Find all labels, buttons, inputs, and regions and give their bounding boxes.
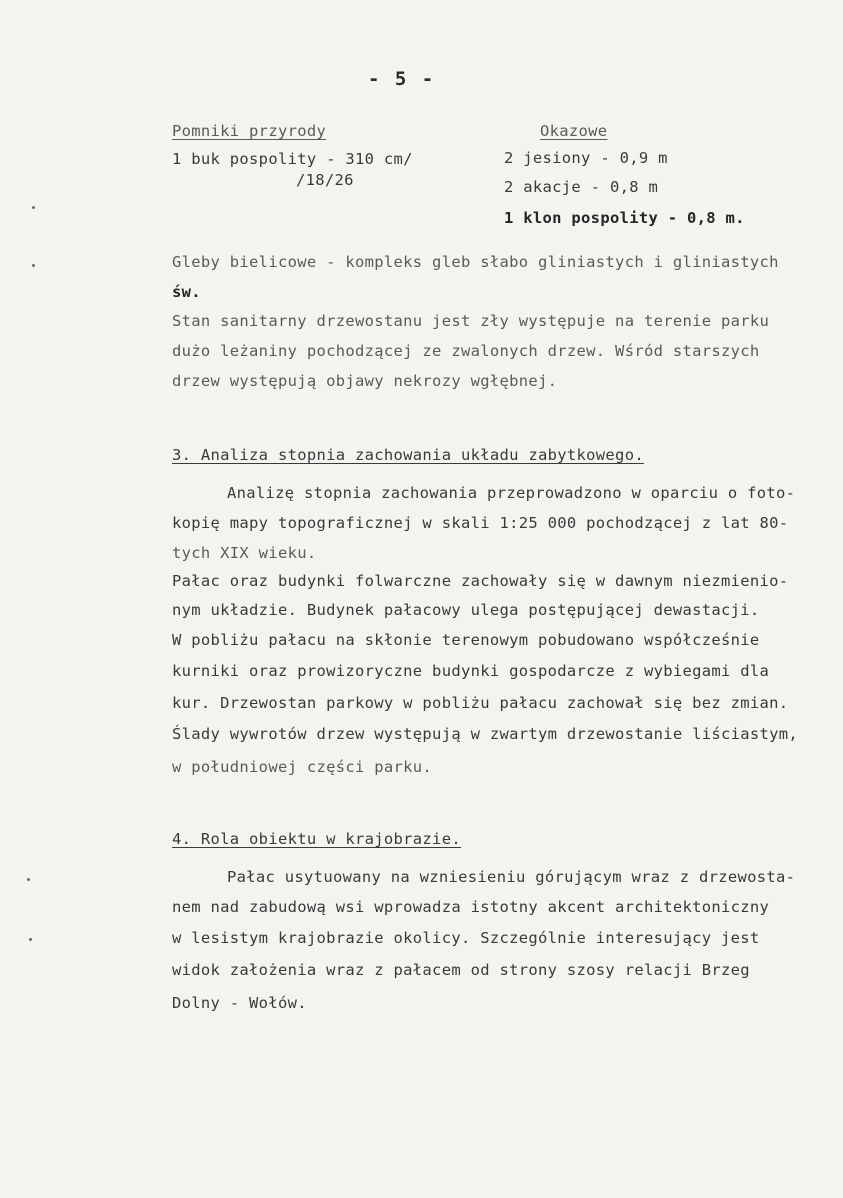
punch-hole-mark xyxy=(29,938,32,941)
monuments-left-line-1: 1 buk pospolity - 310 cm/ xyxy=(172,150,413,168)
soil-line-5: drzew występują objawy nekrozy wgłębnej. xyxy=(172,372,558,390)
section-4-heading: 4. Rola obiektu w krajobrazie. xyxy=(172,830,461,848)
page-number: - 5 - xyxy=(368,68,436,90)
section-3-line-1: Analizę stopnia zachowania przeprowadzono w oparciu o foto- xyxy=(227,484,796,502)
section-3-line-8: kur. Drzewostan parkowy w pobliżu pałacu zachował się bez zmian. xyxy=(172,694,789,712)
monuments-left-header: Pomniki przyrody xyxy=(172,122,327,140)
section-3-heading: 3. Analiza stopnia zachowania układu zabytkowego. xyxy=(172,446,644,464)
section-4-line-2: nem nad zabudową wsi wprowadza istotny akcent architektoniczny xyxy=(172,898,770,916)
monuments-right-header: Okazowe xyxy=(540,122,608,140)
section-4-line-3: w lesistym krajobrazie okolicy. Szczególnie interesujący jest xyxy=(172,929,760,947)
section-4-line-1: Pałac usytuowany na wzniesieniu górującym wraz z drzewosta- xyxy=(227,868,796,886)
soil-line-1: Gleby bielicowe - kompleks gleb słabo gliniastych i gliniastych xyxy=(172,253,779,271)
section-3-line-9: Ślady wywrotów drzew występują w zwartym drzewostanie liściastym, xyxy=(172,725,799,743)
section-3-line-10: w południowej części parku. xyxy=(172,758,433,776)
punch-hole-mark xyxy=(27,878,30,881)
punch-hole-mark xyxy=(32,264,35,267)
section-4-line-4: widok założenia wraz z pałacem od strony szosy relacji Brzeg xyxy=(172,961,750,979)
section-3-line-6: W pobliżu pałacu na skłonie terenowym pobudowano współcześnie xyxy=(172,631,760,649)
monuments-right-line-2: 2 akacje - 0,8 m xyxy=(504,178,659,196)
monuments-left-line-2: /18/26 xyxy=(296,171,354,189)
soil-line-2: św. xyxy=(172,283,201,301)
section-3-line-3: tych XIX wieku. xyxy=(172,544,317,562)
section-3-line-2: kopię mapy topograficznej w skali 1:25 000 pochodzącej z lat 80- xyxy=(172,514,789,532)
punch-hole-mark xyxy=(32,206,35,209)
section-4-line-5: Dolny - Wołów. xyxy=(172,994,307,1012)
soil-line-3: Stan sanitarny drzewostanu jest zły występuje na terenie parku xyxy=(172,312,770,330)
soil-line-4: dużo leżaniny pochodzącej ze zwalonych drzew. Wśród starszych xyxy=(172,342,760,360)
monuments-right-line-1: 2 jesiony - 0,9 m xyxy=(504,149,668,167)
section-3-line-7: kurniki oraz prowizoryczne budynki gospodarcze z wybiegami dla xyxy=(172,662,770,680)
monuments-right-line-3: 1 klon pospolity - 0,8 m. xyxy=(504,209,745,227)
section-3-line-5: nym układzie. Budynek pałacowy ulega postępującej dewastacji. xyxy=(172,601,760,619)
section-3-line-4: Pałac oraz budynki folwarczne zachowały się w dawnym niezmienio- xyxy=(172,572,789,590)
